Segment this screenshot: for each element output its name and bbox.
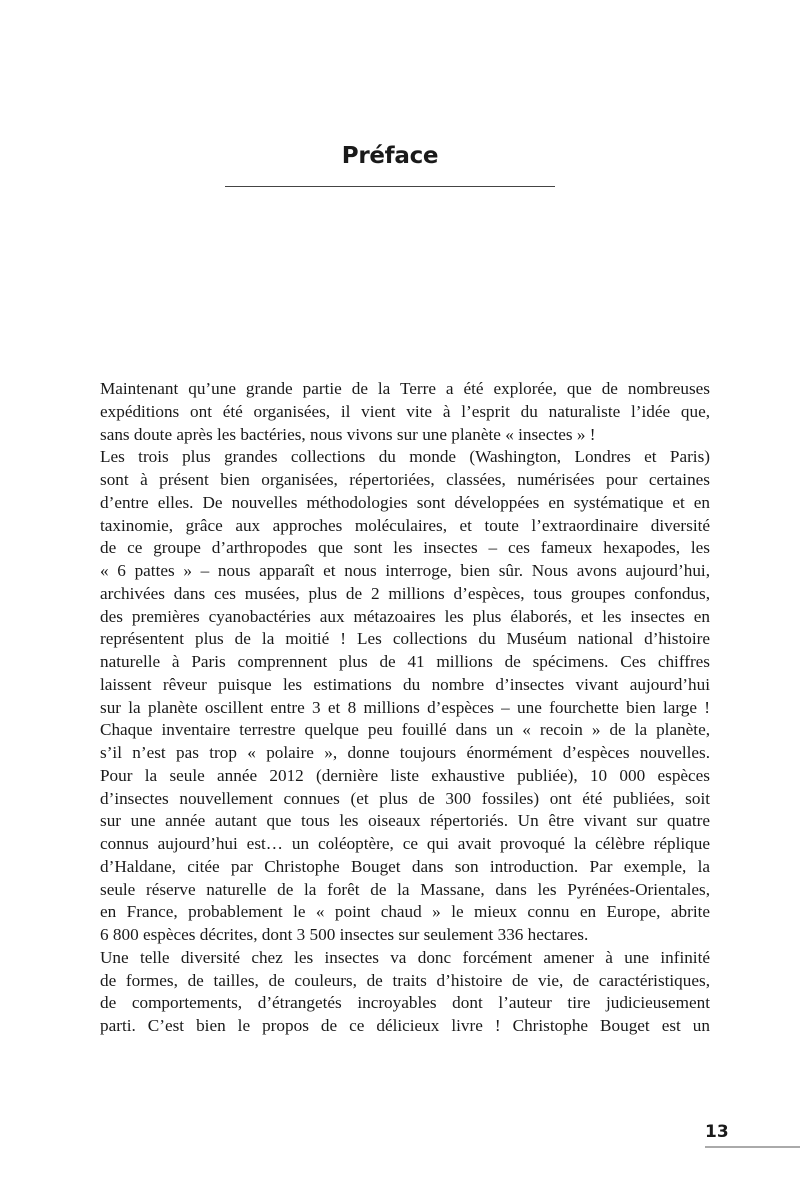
paragraph: [100, 446, 710, 947]
text-line: en France, probablement le « point chaud » le mieux connu en Europe, abrite: [100, 902, 710, 922]
text-line: sur la planète oscillent entre 3 et 8 millions d’espèces – une fourchette bien large !: [100, 697, 710, 717]
text-line: laissent rêveur puisque les estimations du nombre d’insectes vivant aujourd’hui: [100, 674, 710, 694]
text-line: expéditions ont été organisées, il vient vite à l’esprit du naturaliste l’idée que,: [100, 401, 710, 421]
text-line: Pour la seule année 2012 (dernière liste exhaustive publiée), 10 000 espèces: [100, 765, 710, 785]
text-line: archivées dans ces musées, plus de 2 millions d’espèces, tous groupes confondus,: [100, 583, 710, 603]
text-line: sans doute après les bactéries, nous vivons sur une planète « insectes » !: [100, 424, 596, 444]
text-line: Les trois plus grandes collections du monde (Washington, Londres et Paris): [100, 447, 710, 467]
text-line: des premières cyanobactéries aux métazoaires les plus élaborés, et les insectes en: [100, 606, 710, 626]
page-title: Préface: [341, 143, 439, 169]
text-line: Une telle diversité chez les insectes va donc forcément amener à une infinité: [100, 947, 710, 967]
paragraph: [100, 947, 710, 1038]
text-line: 6 800 espèces décrites, dont 3 500 insectes sur seulement 336 hectares.: [100, 925, 589, 944]
text-line: parti. C’est bien le propos de ce délicieux livre ! Christophe Bouget est un: [100, 1016, 710, 1035]
page-number: 13: [705, 1122, 729, 1142]
text-line: sont à présent bien organisées, répertoriées, classées, numérisées pour certaines: [100, 470, 710, 489]
text-line: d’Haldane, citée par Christophe Bouget dans son introduction. Par exemple, la: [100, 856, 710, 876]
text-line: de formes, de tailles, de couleurs, de traits d’histoire de vie, de caractéristiques,: [100, 970, 710, 990]
text-line: sur une année autant que tous les oiseaux répertoriés. Un être vivant sur quatre: [100, 811, 710, 831]
paragraph: [100, 378, 710, 446]
preface-body: [100, 378, 710, 1038]
text-line: taxinomie, grâce aux approches moléculaires, et toute l’extraordinaire diversité: [100, 515, 710, 535]
text-line: s’il n’est pas trop « polaire », donne toujours énormément d’espèces nouvelles.: [100, 743, 710, 762]
title-divider: [225, 186, 555, 187]
text-line: connus aujourd’hui est… un coléoptère, ce qui avait provoqué la célèbre réplique: [100, 834, 710, 853]
text-line: naturelle à Paris comprennent plus de 41 millions de spécimens. Ces chiffres: [100, 652, 710, 671]
text-line: Chaque inventaire terrestre quelque peu fouillé dans un « recoin » de la planète,: [100, 720, 710, 740]
text-line: d’insectes nouvellement connues (et plus de 300 fossiles) ont été publiées, soit: [100, 788, 710, 808]
text-line: « 6 pattes » – nous apparaît et nous interroge, bien sûr. Nous avons aujourd’hui,: [100, 561, 710, 580]
page-number-divider: [705, 1146, 800, 1148]
text-line: représentent plus de la moitié ! Les collections du Muséum national d’histoire: [100, 629, 710, 649]
text-line: de comportements, d’étrangetés incroyables dont l’auteur tire judicieusement: [100, 993, 710, 1013]
text-line: de ce groupe d’arthropodes que sont les insectes – ces fameux hexapodes, les: [100, 538, 710, 558]
text-line: Maintenant qu’une grande partie de la Terre a été explorée, que de nombreuses: [100, 379, 710, 398]
text-line: seule réserve naturelle de la forêt de la Massane, dans les Pyrénées-Orientales,: [100, 879, 710, 899]
text-line: d’entre elles. De nouvelles méthodologies sont développées en systématique et en: [100, 492, 710, 512]
